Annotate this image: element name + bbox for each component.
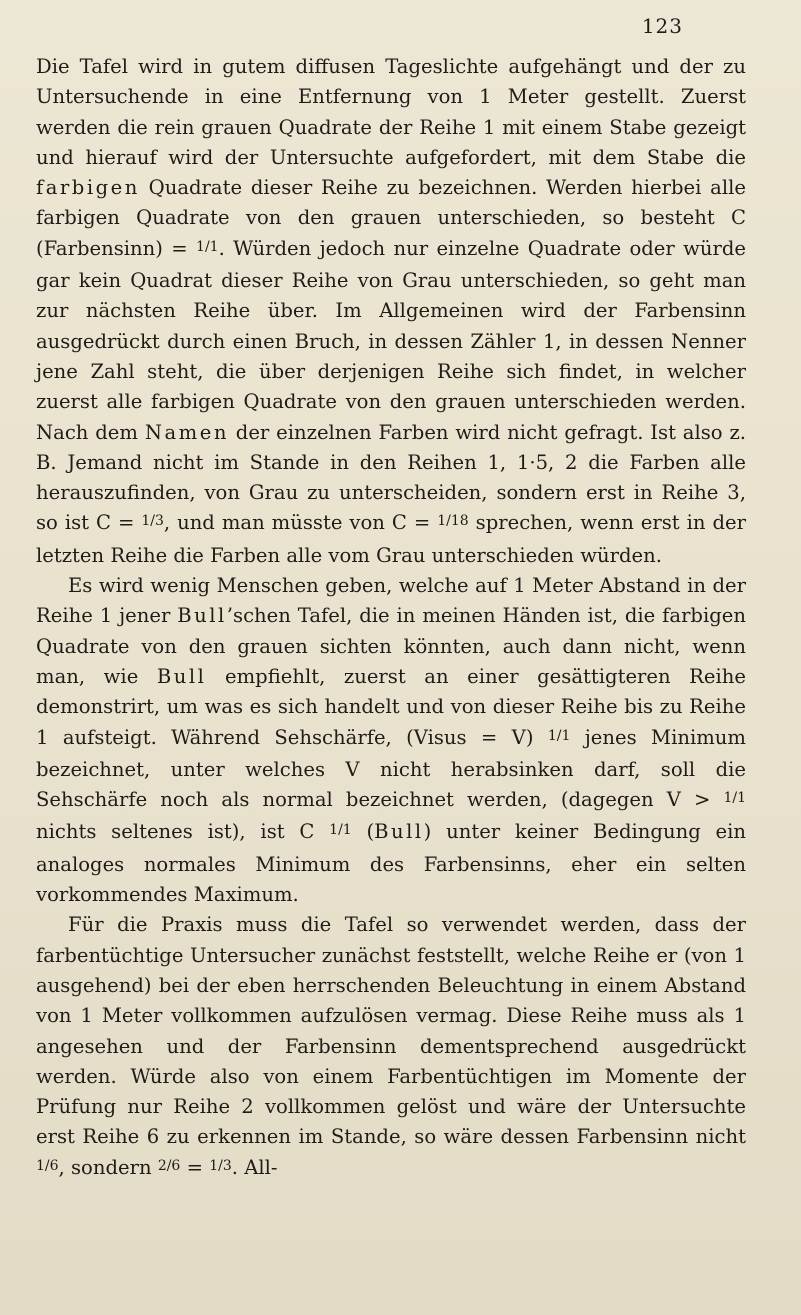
fraction: 2/6 (157, 1157, 181, 1174)
text-run: Quadrate dieser Reihe zu bezeichnen. Werden hierbei alle farbigen Quadrate von den grauen unterschieden, so besteht C (Farbensinn) = (36, 176, 746, 260)
text-run: = (180, 1155, 210, 1179)
paragraph-1 (36, 52, 746, 571)
text-run: der einzelnen Farben wird nicht gefragt. Ist also z. B. Jemand nicht im Stande in den Reihen 1, 1·5, 2 die Farben alle herauszufinden, von Grau zu unterscheiden, sondern erst in Reihe 3, so ist C = (36, 420, 746, 535)
paragraph-3 (36, 910, 746, 1185)
text-run: ’schen Tafel, die in meinen Händen ist, die farbigen Quadrate von den grauen sichten könnten, auch dann nicht, wenn man, wie (36, 604, 746, 688)
text-run: Die Tafel wird in gutem diffusen Tageslichte aufgehängt und der zu Untersuchende in eine Entfernung von 1 Meter gestellt. Zuerst werden die rein grauen Quadrate der Reihe 1 mit einem Stabe gezeigt und hierauf wird der Untersuchte aufgefordert, mit dem Stabe die (36, 55, 746, 169)
emphasized-word: Bull (177, 604, 227, 628)
text-run: ) unter keiner Bedingung ein analoges normales Minimum des Farbensinns, eher ein selten vorkommendes Maximum. (36, 820, 746, 907)
emphasized-word: Bull (156, 664, 207, 688)
fraction: 1/18 (437, 513, 469, 530)
page-number: 123 (641, 14, 683, 38)
emphasized-word: farbigen (36, 176, 140, 200)
fraction: 1/1 (196, 238, 219, 255)
text-run: . Würden jedoch nur einzelne Quadrate oder würde gar kein Quadrat dieser Reihe von Grau unterschieden, so geht man zur nächsten Reihe über. Im Allgemeinen wird der Farbensinn ausgedrückt durch einen Bruch, in dessen Zähler 1, in dessen Nenner jene Zahl steht, die über derjenigen Reihe sich findet, in welcher zuerst alle farbigen Quadrate von den grauen unterschieden werden. Nach dem (36, 236, 746, 444)
text-run: Es wird wenig Menschen geben, welche auf 1 Meter Abstand in der Reihe 1 jener (36, 574, 746, 628)
emphasized-word: Namen (144, 420, 229, 444)
fraction: 1/3 (141, 513, 164, 530)
paragraph-2 (36, 571, 746, 910)
text-run: nichts seltenes ist), ist C (36, 820, 330, 844)
text-run: sprechen, wenn erst in der letzten Reihe die Farben alle vom Grau unterschieden würden. (36, 511, 746, 567)
fraction: 1/1 (723, 790, 746, 807)
text-run: ( (351, 820, 375, 844)
body-text (36, 52, 746, 1185)
text-run: empfiehlt, zuerst an einer gesättigteren Reihe demonstrirt, um was es sich handelt und von dieser Reihe bis zu Reihe 1 aufsteigt. Während Sehschärfe, (Visus = V) (36, 664, 746, 749)
text-run: , und man müsste von C = (163, 511, 438, 535)
fraction: 1/1 (329, 822, 352, 839)
text-run: , sondern (58, 1155, 158, 1179)
fraction: 1/1 (547, 727, 571, 744)
emphasized-word: Bull (374, 820, 424, 844)
text-run: jenes Minimum bezeichnet, unter welches V nicht herabsinken darf, soll die Sehschärfe noch als normal bezeichnet werden, (dagegen V > (36, 725, 747, 812)
text-run: Für die Praxis muss die Tafel so verwendet werden, dass der farbentüchtige Untersucher zunächst feststellt, welche Reihe er (von 1 ausgehend) bei der eben herrschenden Beleuchtung in einem Abstand von 1 Meter vollkommen aufzulösen vermag. Diese Reihe muss als 1 angesehen und der Farbensinn dementsprechend ausgedrückt werden. Würde also von einem Farbentüchtigen im Momente der Prüfung nur Reihe 2 vollkommen gelöst und wäre der Untersuchte erst Reihe 6 zu erkennen im Stande, so wäre dessen Farbensinn nicht (36, 913, 746, 1149)
text-run: . All- (231, 1155, 278, 1179)
fraction: 1/6 (36, 1157, 59, 1174)
fraction: 1/3 (209, 1157, 232, 1174)
